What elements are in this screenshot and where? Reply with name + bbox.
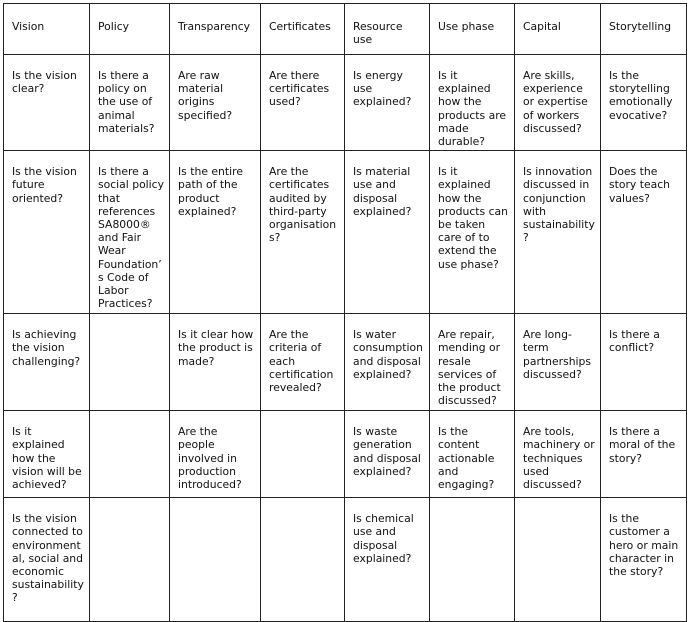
table-cell: Is the content actionable and engaging? [430,411,515,498]
table-cell: Is energy use explained? [345,55,430,151]
table-cell: Is water consumption and disposal explained? [345,314,430,411]
table-cell [170,498,261,622]
table-cell: Does the story teach values? [601,151,687,314]
table-row [4,498,687,622]
table-cell: Is chemical use and disposal explained? [345,498,430,622]
column-header-use-phase: Use phase [430,4,515,55]
column-header-certificates: Certificates [261,4,345,55]
column-header-capital: Capital [515,4,601,55]
table-cell: Is achieving the vision challenging? [4,314,90,411]
column-header-transparency: Transparency [170,4,261,55]
table-row [4,314,687,411]
table-cell: Is the storytelling emotionally evocative? [601,55,687,151]
column-header-resource-use: Resource use [345,4,430,55]
table-cell [515,498,601,622]
table-cell [90,498,170,622]
table-cell: Are raw material origins specified? [170,55,261,151]
table-cell: Are tools, machinery or techniques used discussed? [515,411,601,498]
column-header-vision: Vision [4,4,90,55]
table-cell: Is it explained how the products are made durable? [430,55,515,151]
table-cell: Is it explained how the vision will be achieved? [4,411,90,498]
table-cell [90,314,170,411]
table-cell: Are there certificates used? [261,55,345,151]
header-row [4,4,687,55]
table-cell: Is it explained how the products can be taken care of to extend the use phase? [430,151,515,314]
column-header-storytelling: Storytelling [601,4,687,55]
table-cell [430,498,515,622]
column-header-policy: Policy [90,4,170,55]
table-cell: Is it clear how the product is made? [170,314,261,411]
table-cell: Is there a policy on the use of animal materials? [90,55,170,151]
table-cell: Is the vision future oriented? [4,151,90,314]
table-row [4,55,687,151]
table-row [4,411,687,498]
table-cell: Are the criteria of each certification revealed? [261,314,345,411]
table-cell: Is the vision connected to environmental, social and economic sustainability? [4,498,90,622]
table-cell: Is material use and disposal explained? [345,151,430,314]
table-cell: Are long-term partnerships discussed? [515,314,601,411]
table-cell: Are the people involved in production introduced? [170,411,261,498]
table-cell: Are repair, mending or resale services of the product discussed? [430,314,515,411]
table-cell: Is innovation discussed in conjunction with sustainability? [515,151,601,314]
sustainability-checklist-table [3,3,687,622]
table-cell: Are the certificates audited by third-party organisations? [261,151,345,314]
table-row [4,151,687,314]
table-cell: Are skills, experience or expertise of workers discussed? [515,55,601,151]
table-cell: Is waste generation and disposal explained? [345,411,430,498]
table-cell: Is the entire path of the product explained? [170,151,261,314]
table-cell: Is the customer a hero or main character in the story? [601,498,687,622]
table-cell: Is there a conflict? [601,314,687,411]
table-cell [90,411,170,498]
table-cell: Is the vision clear? [4,55,90,151]
table-cell [261,498,345,622]
table-cell: Is there a social policy that references SA8000® and Fair Wear Foundation’s Code of Labor Practices? [90,151,170,314]
table-cell: Is there a moral of the story? [601,411,687,498]
table-cell [261,411,345,498]
